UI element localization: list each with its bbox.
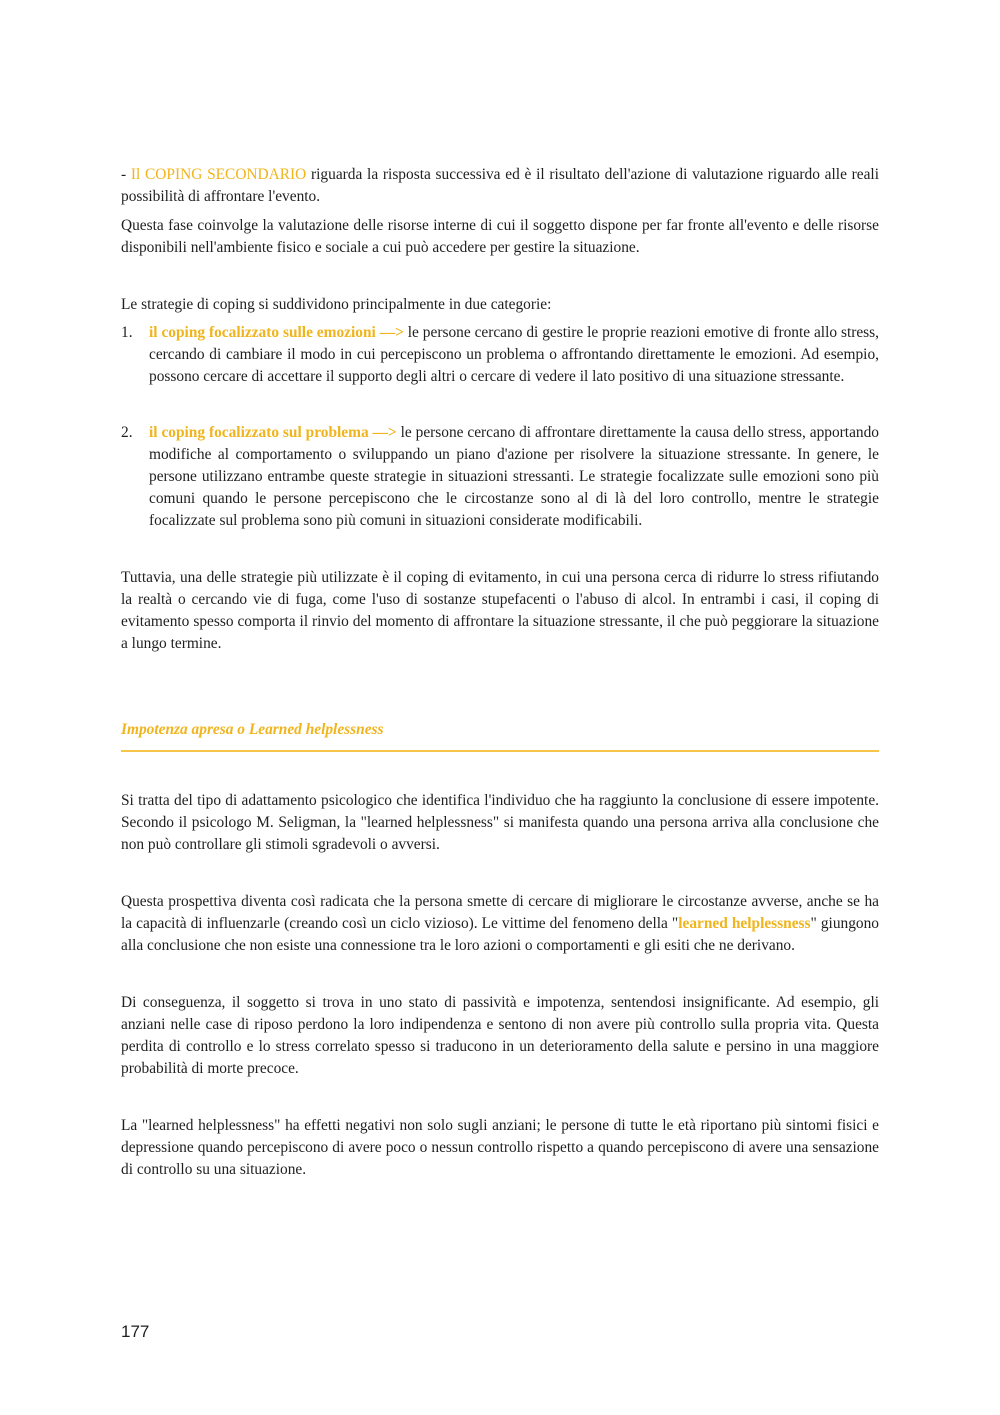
paragraph-strategie-intro: Le strategie di coping si suddividono principalmente in due categorie: [121, 296, 552, 313]
term-coping-problema: il coping focalizzato sul problema —> [149, 424, 397, 441]
paragraph-coping-secondario [121, 164, 879, 208]
page-content [121, 164, 879, 1181]
list-item-problema [121, 422, 879, 532]
list-item-description: le persone cercano di affrontare direttamente la causa dello stress, apportando modifiche al comportamento o sviluppando un piano d'azione per risolvere la situazione stressante. In genere, le persone utilizzano entrambe queste strategie in situazioni stressanti. Le strategie focalizzate sulle emozioni sono più comuni quando le persone percepiscono che le circostanze sono al di là del loro controllo, mentre le strategie focalizzate sul problema sono più comuni in situazioni considerate modificabili. [149, 424, 880, 529]
paragraph-coping-evitamento: Tuttavia, una delle strategie più utilizzate è il coping di evitamento, in cui una persona cerca di ridurre lo stress rifiutando la realtà o cercando vie di fuga, come l'uso di sostanze stupefacenti o l'abuso di alcol. In entrambi i casi, il coping di evitamento spesso comporta il rinvio del momento di affrontare la situazione stressante, il che può peggiorare la situazione a lungo termine. [121, 569, 879, 652]
paragraph-learned-helplessness-definizione: Si tratta del tipo di adattamento psicologico che identifica l'individuo che ha raggiunto la conclusione di essere impotente. Secondo il psicologo M. Seligman, la "learned helplessness" si manifesta quando una persona arriva alla conclusione che non può controllare gli stimoli sgradevoli o avversi. [121, 792, 879, 853]
paragraph-valutazione-risorse: Questa fase coinvolge la valutazione delle risorse interne di cui il soggetto dispone per far fronte all'evento e delle risorse disponibili nell'ambiente fisico e sociale a cui può accedere per gestire la situazione. [121, 217, 879, 256]
page-number: 177 [121, 1322, 150, 1341]
dash: - [121, 166, 131, 183]
term-learned-helplessness: learned helplessness [678, 915, 811, 932]
list-number: 1. [121, 324, 133, 341]
paragraph-passivita-impotenza: Di conseguenza, il soggetto si trova in uno stato di passività e impotenza, sentendosi insignificante. Ad esempio, gli anziani nelle case di riposo perdono la loro indipendenza e sentono di non avere più controllo sulla propria vita. Questa perdita di controllo e lo stress correlato spesso si traducono in un deterioramento della salute e persino in una maggiore probabilità di morte precoce. [121, 994, 879, 1077]
list-number: 2. [121, 424, 133, 441]
term-coping-emozioni: il coping focalizzato sulle emozioni —> [149, 324, 404, 341]
section-heading: Impotenza apresa o Learned helplessness [121, 719, 879, 752]
list-item-description: le persone cercano di gestire le proprie reazioni emotive di fronte allo stress, cercando di cambiare il modo in cui percepiscono un problema o affrontando direttamente le emozioni. Ad esempio, possono cercare di accettare il supporto degli altri o cercare di vedere il lato positivo di una situazione stressante. [149, 324, 880, 385]
list-item-emozioni [121, 322, 879, 388]
paragraph-prospettiva-radicata [121, 891, 879, 957]
paragraph-text: riguarda la risposta successiva ed è il risultato dell'azione di valutazione riguardo alle reali possibilità di affrontare l'evento. [121, 166, 879, 205]
list-item-text [149, 322, 879, 388]
term-coping-secondario: Il COPING SECONDARIO [130, 166, 307, 183]
paragraph-effetti-negativi: La "learned helplessness" ha effetti negativi non solo sugli anziani; le persone di tutte le età riportano più sintomi fisici e depressione quando percepiscono di avere poco o nessun controllo rispetto a quando percepiscono di avere una sensazione di controllo su una situazione. [121, 1117, 879, 1178]
list-item-text [149, 422, 879, 532]
paragraph-text: " giungono alla conclusione che non esiste una connessione tra le loro azioni o comportamenti e gli esiti che ne derivano. [121, 915, 879, 954]
paragraph-text: Questa prospettiva diventa così radicata che la persona smette di cercare di migliorare le circostanze avverse, anche se ha la capacità di influenzarle (creando così un ciclo vizioso). Le vittime del fenomeno della " [121, 893, 879, 932]
